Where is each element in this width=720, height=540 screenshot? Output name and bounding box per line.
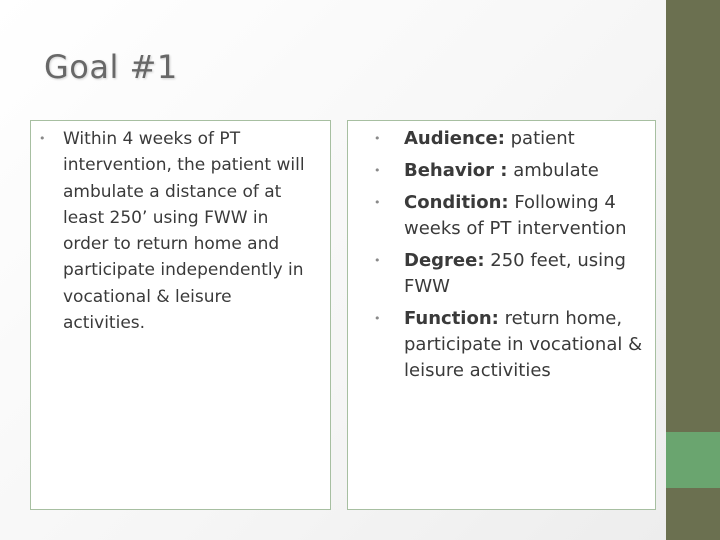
bullet-icon: • bbox=[374, 164, 381, 177]
component-function bbox=[356, 306, 647, 384]
component-text: 250 feet, using FWW bbox=[404, 250, 626, 297]
component-degree bbox=[356, 248, 647, 300]
goal-components-list bbox=[348, 121, 655, 384]
slide-title: Goal #1 bbox=[44, 48, 178, 86]
component-text: Following 4 weeks of PT intervention bbox=[404, 192, 627, 239]
component-label: Audience: bbox=[404, 128, 505, 149]
goal-statement-list bbox=[31, 121, 330, 336]
component-text: ambulate bbox=[507, 160, 599, 181]
goal-statement-text: Within 4 weeks of PT intervention, the patient will ambulate a distance of at least 250’ using FWW in order to return home and participate independently in vocational & leisure activities. bbox=[63, 129, 305, 334]
component-behavior bbox=[356, 158, 647, 184]
component-label: Function: bbox=[404, 308, 499, 329]
component-audience bbox=[356, 126, 647, 152]
goal-statement-item bbox=[35, 126, 318, 336]
goal-components-box bbox=[347, 120, 656, 510]
component-text: return home, participate in vocational & leisure activities bbox=[404, 308, 643, 381]
component-text: patient bbox=[504, 128, 575, 149]
bullet-icon: • bbox=[374, 132, 381, 145]
bullet-icon: • bbox=[374, 254, 381, 267]
component-label: Degree: bbox=[404, 250, 485, 271]
bullet-icon: • bbox=[374, 196, 381, 209]
bullet-icon: • bbox=[374, 312, 381, 325]
component-label: Condition: bbox=[404, 192, 509, 213]
sidebar-accent-block bbox=[666, 432, 720, 488]
goal-statement-box bbox=[30, 120, 331, 510]
bullet-icon: • bbox=[39, 132, 46, 145]
component-condition bbox=[356, 190, 647, 242]
component-label: Behavior : bbox=[404, 160, 508, 181]
